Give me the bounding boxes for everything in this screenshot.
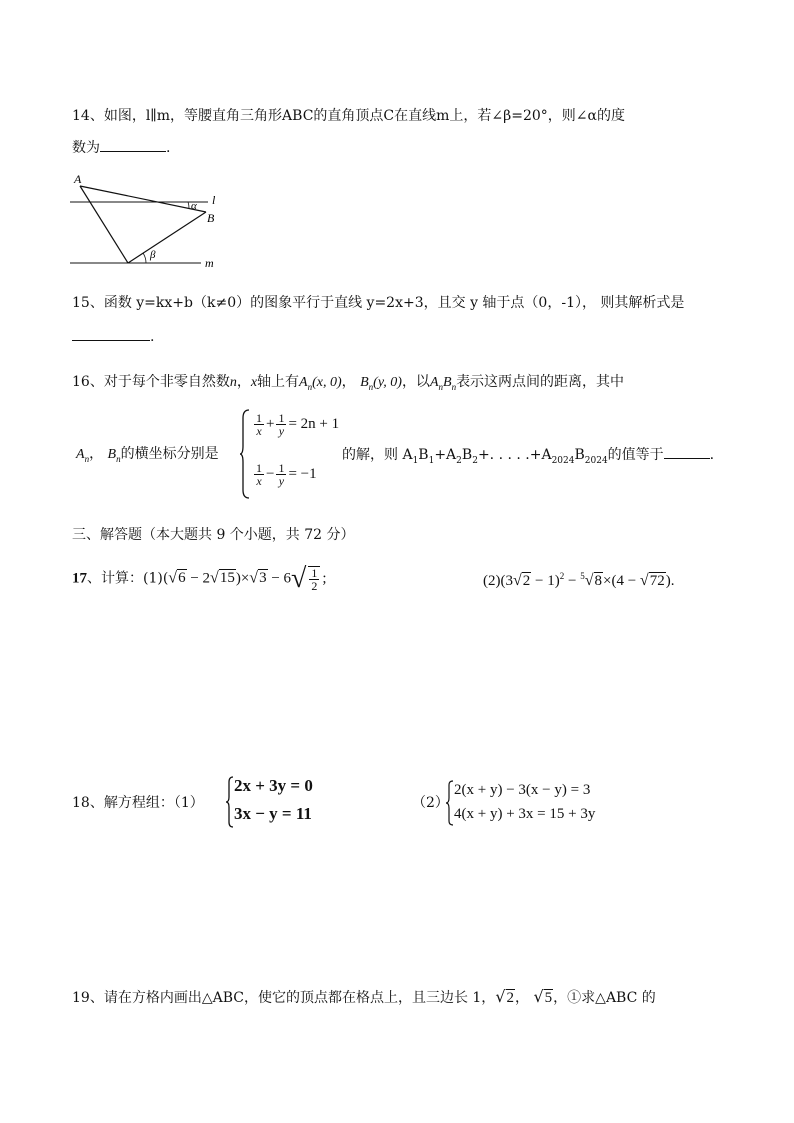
q16-suffix: 表示这两点间的距离，其中 [456,374,625,390]
q18-brace-1 [226,776,234,828]
q14-end: . [166,140,171,156]
q18-part2-label: （2） [412,795,449,811]
q16-AnBn-A: A [429,375,439,390]
q17-part2: $(2)(3√2 - 1)^2 - ^5√8\times(4 - √72)$. [483,571,675,589]
q16-line2-left [76,444,219,469]
q18-s1-eq2: 3x − y = 11 [234,804,312,823]
q14-line1: 14、如图，l∥m，等腰直角三角形ABC的直角顶点C在直线m上，若∠β=20°，则∠α的度 [72,108,625,124]
q16-Bn-args: (y, 0) [373,375,402,390]
q18-brace-2 [446,780,454,826]
q14-answer-blank [100,137,166,152]
q16-AnBn-sub2: n [451,381,457,392]
q16-An-args: (x, 0) [312,375,342,390]
q16-mid: ，以 [401,374,430,390]
q16-line2-An-sub: n [84,453,90,464]
q16-Bn: B [360,375,369,390]
label-beta: β [150,249,156,261]
q17-num: 17 [72,570,87,587]
label-alpha: α [191,200,197,212]
label-A: A [74,172,82,186]
q17-part1: 17、计算：(1)(√6 − 2√15)×√3 − 6√ $\frac{1}{2}$ ; [72,563,327,594]
q18-label: 18、解方程组：（1） [72,795,204,811]
angle-alpha-arc [188,202,189,208]
side-AC [80,186,128,263]
side-BC [128,212,206,263]
q16-x: x [250,375,258,390]
q19-line1: 19、请在方格内画出△ABC，使它的顶点都在格点上，且三边长 1，√2， √5，①求△ABC 的 [72,987,656,1006]
q16-line2-Bn-sub: n [116,453,121,464]
angle-beta-arc [143,253,146,263]
q18-s2-eq1: 2(x + y) − 3(x − y) = 3 [454,782,591,798]
side-AB [80,186,206,212]
q16-system-brace [240,408,250,500]
q16-sep1: ， [236,374,251,390]
q16-n: n [229,375,237,390]
q16-An-sub: n [307,381,313,392]
q15-end: . [150,329,155,345]
section3-title: 三、解答题（本大题共 9 个小题，共 72 分） [72,527,355,543]
q16-AnBn-sub1: n [438,381,443,392]
q16-line2-text: 的横坐标分别是 [120,446,219,462]
q16-Bn-sub: n [368,381,374,392]
q15-line2 [72,326,154,347]
q16-line2-comma: ， [89,446,104,462]
q16-An: A [299,375,308,390]
q14-figure [66,170,226,274]
q16-eq1: $\frac{1}{x}$ + $\frac{1}{y}$ = 2n + 1 [256,411,340,438]
q18-s2-eq2: 4(x + y) + 3x = 15 + 3y [454,806,596,822]
q16-AnBn-B: B [443,375,452,390]
q18-s1-eq1: 2x + 3y = 0 [234,776,313,795]
q16-axis-text: 轴上有 [257,374,300,390]
q16-line2-Bn: B [107,447,117,462]
q16-line2-right: 的解，则 $A_1B_1+A_2B_2+$. . . . $.+A_{2024}B_{2024}$的值等于 . [342,444,714,471]
label-m: m [205,256,214,270]
q16-prefix: 16、对于每个非零自然数 [72,374,230,390]
q16-line1 [72,372,624,397]
label-l: l [212,193,216,207]
q16-line2-An: A [76,447,85,462]
q15-line1: 15、函数 y=kx+b（k≠0）的图象平行于直线 y=2x+3，且交 y 轴于点（0，-1）， 则其解析式是 [72,295,685,311]
q14-line2 [72,137,170,158]
q16-answer-blank [664,444,710,459]
q14-line2-text: 数为 [72,140,100,156]
label-B: B [207,211,215,225]
q16-comma: ， [341,374,356,390]
q15-answer-blank [72,326,150,341]
q16-eq2: $\frac{1}{x}$ − $\frac{1}{y}$ = −1 [256,461,317,488]
